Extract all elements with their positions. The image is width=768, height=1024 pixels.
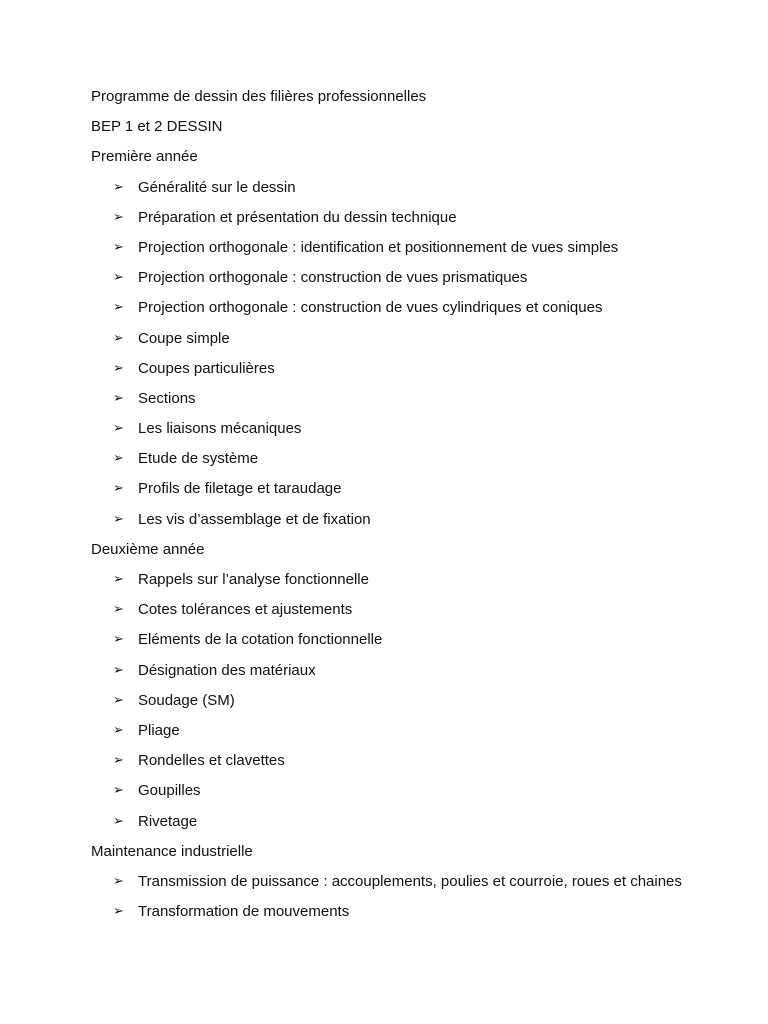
list-item-label: Désignation des matériaux xyxy=(138,661,316,679)
list-item-label: Goupilles xyxy=(138,782,201,800)
list-item-label: Les liaisons mécaniques xyxy=(138,420,302,438)
list-item-label: Généralité sur le dessin xyxy=(138,178,296,196)
arrowhead-bullet-icon: ➢ xyxy=(113,873,124,889)
arrowhead-bullet-icon: ➢ xyxy=(113,270,124,286)
list-item-label: Préparation et présentation du dessin technique xyxy=(138,208,457,226)
list-item-label: Etude de système xyxy=(138,450,259,468)
list-item-label: Les vis d’assemblage et de fixation xyxy=(138,510,371,528)
arrowhead-bullet-icon: ➢ xyxy=(113,602,124,618)
arrowhead-bullet-icon: ➢ xyxy=(113,572,124,587)
arrowhead-bullet-icon: ➢ xyxy=(113,330,124,346)
list-item xyxy=(91,718,731,748)
list-item xyxy=(91,748,731,778)
section-heading-premiere-annee: Première année xyxy=(91,148,198,166)
arrowhead-bullet-icon: ➢ xyxy=(113,451,124,467)
arrowhead-bullet-icon: ➢ xyxy=(113,421,124,437)
arrowhead-bullet-icon: ➢ xyxy=(113,360,124,376)
list-item-label: Coupe simple xyxy=(138,329,230,347)
list-item-label: Sections xyxy=(138,389,196,407)
arrowhead-bullet-icon: ➢ xyxy=(113,722,124,738)
arrowhead-bullet-icon: ➢ xyxy=(113,300,124,316)
list-item-label: Cotes tolérances et ajustements xyxy=(138,601,353,619)
list-item xyxy=(91,356,731,386)
arrowhead-bullet-icon: ➢ xyxy=(113,179,124,195)
document-body xyxy=(91,84,731,929)
arrowhead-bullet-icon: ➢ xyxy=(113,783,124,799)
list-item xyxy=(91,627,731,657)
arrowhead-bullet-icon: ➢ xyxy=(113,692,124,708)
document-subtitle: BEP 1 et 2 DESSIN xyxy=(91,118,223,136)
list-item xyxy=(91,778,731,808)
list-item xyxy=(91,205,731,235)
list-item xyxy=(91,476,731,506)
list-item-label: Profils de filetage et taraudage xyxy=(138,480,342,498)
list-item xyxy=(91,446,731,476)
list-item-label: Coupes particulières xyxy=(138,359,275,377)
section-heading-maintenance-industrielle: Maintenance industrielle xyxy=(91,842,253,860)
list-item-label: Soudage (SM) xyxy=(138,691,235,709)
list-item-label: Transformation de mouvements xyxy=(138,903,350,921)
list-item xyxy=(91,658,731,688)
list-item xyxy=(91,869,731,899)
arrowhead-bullet-icon: ➢ xyxy=(113,481,124,497)
arrowhead-bullet-icon: ➢ xyxy=(113,511,124,527)
list-item-label: Pliage xyxy=(138,721,180,739)
section-heading-deuxieme-annee: Deuxième année xyxy=(91,540,205,558)
document-title: Programme de dessin des filières professionnelles xyxy=(91,88,427,105)
list-item xyxy=(91,235,731,265)
list-item xyxy=(91,175,731,205)
list-item xyxy=(91,597,731,627)
arrowhead-bullet-icon: ➢ xyxy=(113,632,124,648)
list-item xyxy=(91,567,731,597)
list-item xyxy=(91,386,731,416)
list-item xyxy=(91,899,731,929)
list-item xyxy=(91,265,731,295)
arrowhead-bullet-icon: ➢ xyxy=(113,239,124,255)
arrowhead-bullet-icon: ➢ xyxy=(113,209,124,225)
list-item-label: Eléments de la cotation fonctionnelle xyxy=(138,631,383,649)
arrowhead-bullet-icon: ➢ xyxy=(113,753,124,769)
list-item xyxy=(91,688,731,718)
arrowhead-bullet-icon: ➢ xyxy=(113,390,124,406)
list-item-label: Projection orthogonale : construction de vues cylindriques et coniques xyxy=(138,299,603,317)
list-item-label: Rivetage xyxy=(138,812,198,830)
list-item-label: Rondelles et clavettes xyxy=(138,752,285,770)
list-item xyxy=(91,326,731,356)
arrowhead-bullet-icon: ➢ xyxy=(113,813,124,829)
list-item xyxy=(91,507,731,537)
list-item xyxy=(91,295,731,325)
list-item-label: Transmission de puissance : accouplements, poulies et courroie, roues et chaines xyxy=(138,872,682,890)
list-item-label: Rappels sur l’analyse fonctionnelle xyxy=(138,571,369,588)
arrowhead-bullet-icon: ➢ xyxy=(113,662,124,678)
arrowhead-bullet-icon: ➢ xyxy=(113,904,124,920)
list-item xyxy=(91,416,731,446)
list-item-label: Projection orthogonale : construction de vues prismatiques xyxy=(138,269,528,287)
list-item-label: Projection orthogonale : identification et positionnement de vues simples xyxy=(138,238,619,256)
list-item xyxy=(91,809,731,839)
